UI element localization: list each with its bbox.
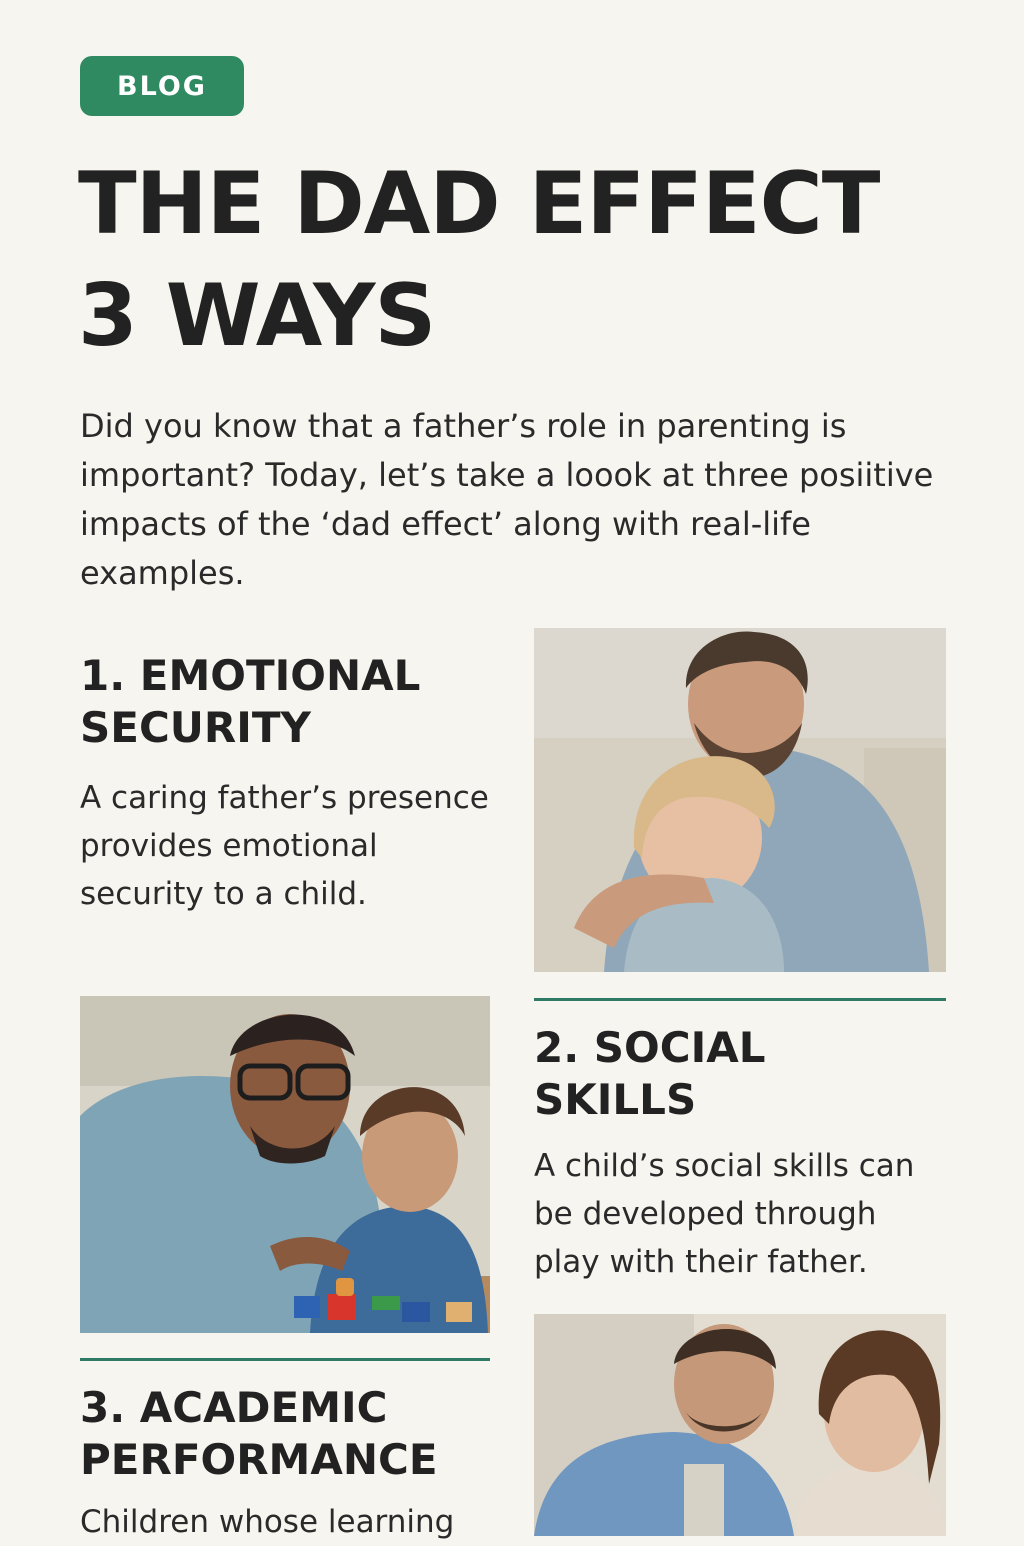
section-3-body: Children whose learning xyxy=(80,1504,455,1540)
section-2-heading-line-1: 2. SOCIAL xyxy=(534,1023,766,1072)
section-1-heading xyxy=(80,650,500,754)
section-3-heading xyxy=(80,1382,510,1486)
page-title-line-2: 3 WAYS xyxy=(78,266,436,366)
section-2-body: A child’s social skills can be developed through play with their father. xyxy=(534,1148,915,1280)
section-1-heading-line-1: 1. EMOTIONAL xyxy=(80,651,421,700)
section-2-heading-line-2: SKILLS xyxy=(534,1075,697,1124)
section-2-heading xyxy=(534,1022,954,1126)
father-playing-blocks-with-son-photo xyxy=(80,996,490,1333)
section-1-heading-line-2: SECURITY xyxy=(80,703,311,752)
blog-badge: BLOG xyxy=(80,56,244,116)
section-2-divider xyxy=(534,998,946,1001)
father-hugging-daughter-photo xyxy=(534,628,946,972)
section-3-heading-line-1: 3. ACADEMIC xyxy=(80,1383,388,1432)
intro-paragraph: Did you know that a father’s role in parenting is important? Today, let’s take a loook at three posiitive impacts of the ‘dad effect’ along with real-life examples. xyxy=(80,407,934,592)
page-title-line-1: THE DAD EFFECT xyxy=(78,154,880,254)
page-title xyxy=(78,148,978,372)
father-studying-with-daughter-photo xyxy=(534,1314,946,1536)
section-3-heading-line-2: PERFORMANCE xyxy=(80,1435,438,1484)
section-3-divider xyxy=(80,1358,490,1361)
section-1-body: A caring father’s presence provides emotional security to a child. xyxy=(80,780,489,912)
